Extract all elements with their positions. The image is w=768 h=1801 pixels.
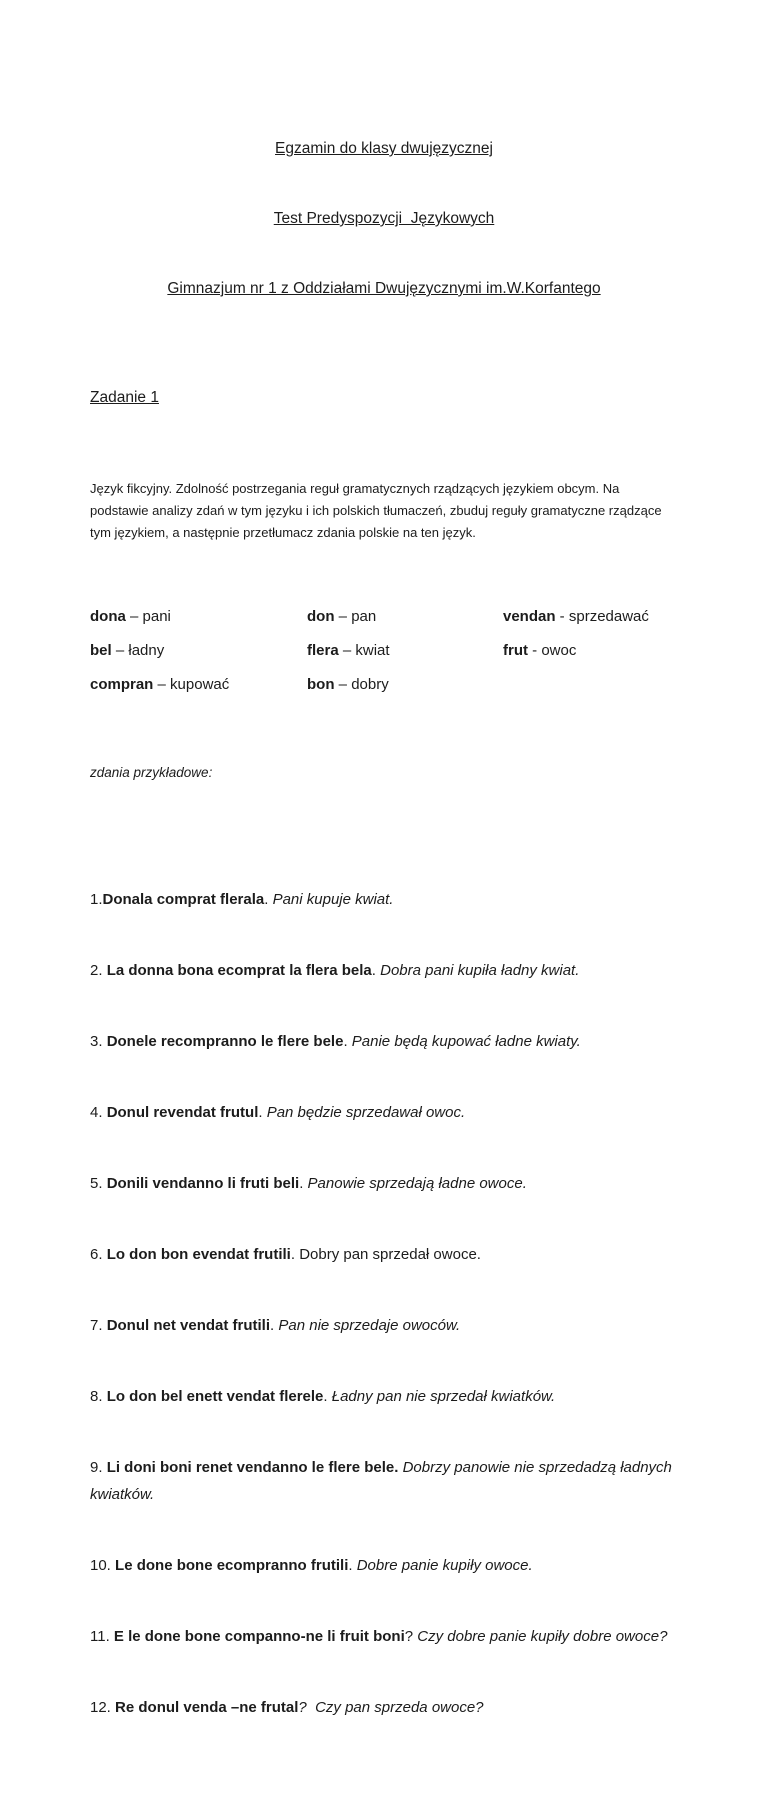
example-translation: Czy pan sprzeda owoce? bbox=[315, 1699, 484, 1716]
example-number: 9. bbox=[90, 1459, 107, 1476]
example-number: 6. bbox=[90, 1246, 107, 1263]
example-sentence-9 bbox=[90, 1454, 678, 1508]
vocab-entry bbox=[307, 608, 503, 626]
example-number: 8. bbox=[90, 1388, 107, 1405]
vocab-term: dona bbox=[90, 608, 126, 625]
example-foreign-text: E le done bone companno-ne li fruit boni bbox=[113, 1628, 405, 1645]
document-title: Egzamin do klasy dwujęzycznej bbox=[275, 140, 493, 157]
example-translation: Ładny pan nie sprzedał kwiatków. bbox=[331, 1388, 556, 1405]
task-heading: Zadanie 1 bbox=[90, 389, 159, 406]
example-foreign-text: Donul net vendat frutili bbox=[106, 1317, 271, 1334]
example-number: 2. bbox=[90, 962, 107, 979]
example-punctuation: . bbox=[343, 1033, 352, 1050]
example-number: 7. bbox=[90, 1317, 107, 1334]
example-translation: Panie będą kupować ładne kwiaty. bbox=[351, 1033, 581, 1050]
example-foreign-text: Li doni boni renet vendanno le flere bele. bbox=[106, 1459, 399, 1476]
example-foreign-text: Re donul venda –ne frutal bbox=[115, 1699, 299, 1716]
vocab-separator: – bbox=[153, 676, 171, 693]
example-sentence-7 bbox=[90, 1312, 678, 1339]
example-sentence-11 bbox=[90, 1623, 678, 1650]
example-sentence-3 bbox=[90, 1028, 678, 1055]
example-number: 3. bbox=[90, 1033, 107, 1050]
example-number: 12. bbox=[90, 1699, 116, 1716]
example-foreign-text: Donul revendat frutul bbox=[106, 1104, 259, 1121]
example-sentence-12 bbox=[90, 1694, 678, 1721]
vocab-entry bbox=[503, 608, 678, 626]
example-number: 10. bbox=[90, 1557, 116, 1574]
vocab-entry bbox=[307, 642, 503, 660]
vocab-definition: dobry bbox=[351, 676, 389, 693]
example-foreign-text: Donili vendanno li fruti beli bbox=[106, 1175, 300, 1192]
example-punctuation: . bbox=[371, 962, 381, 979]
example-number: 4. bbox=[90, 1104, 107, 1121]
example-punctuation: . bbox=[258, 1104, 267, 1121]
example-translation: Dobry pan sprzedał owoce. bbox=[299, 1246, 481, 1263]
example-translation: Dobrzy panowie nie sprzedadzą ładnych kwiatków. bbox=[90, 1459, 677, 1503]
vocab-separator: – bbox=[125, 608, 143, 625]
example-translation: Dobre panie kupiły owoce. bbox=[356, 1557, 533, 1574]
example-foreign-text: Donele recompranno le flere bele bbox=[106, 1033, 344, 1050]
example-sentence-10 bbox=[90, 1552, 678, 1579]
vocab-entry bbox=[90, 608, 307, 626]
vocab-separator: – bbox=[334, 676, 352, 693]
examples-list bbox=[90, 850, 678, 1765]
vocab-separator: - bbox=[555, 608, 569, 625]
vocab-definition: kupować bbox=[170, 676, 230, 693]
vocab-separator: – bbox=[334, 608, 352, 625]
vocab-separator: – bbox=[338, 642, 356, 659]
example-punctuation: ? bbox=[298, 1699, 316, 1716]
vocab-term: flera bbox=[307, 642, 339, 659]
example-punctuation: . bbox=[299, 1175, 308, 1192]
example-foreign-text: Donala comprat flerala bbox=[102, 891, 265, 908]
vocab-entry bbox=[503, 642, 678, 660]
example-sentence-5 bbox=[90, 1170, 678, 1197]
school-name: Gimnazjum nr 1 z Oddziałami Dwujęzycznymi im.W.Korfantego bbox=[167, 280, 601, 297]
example-punctuation: . bbox=[323, 1388, 332, 1405]
example-foreign-text: Lo don bon evendat frutili bbox=[106, 1246, 291, 1263]
example-punctuation: . bbox=[270, 1317, 279, 1334]
example-translation: Pani kupuje kwiat. bbox=[272, 891, 394, 908]
vocab-term: vendan bbox=[503, 608, 556, 625]
example-sentence-2 bbox=[90, 957, 678, 984]
example-punctuation: . bbox=[264, 891, 273, 908]
vocabulary-list bbox=[90, 608, 678, 710]
vocab-entry bbox=[90, 676, 307, 694]
examples-label: zdania przykładowe: bbox=[90, 765, 213, 780]
example-translation: Czy dobre panie kupiły dobre owoce? bbox=[417, 1628, 668, 1645]
vocab-term: bon bbox=[307, 676, 335, 693]
vocab-definition: ładny bbox=[128, 642, 165, 659]
vocab-separator: – bbox=[111, 642, 129, 659]
example-foreign-text: Lo don bel enett vendat flerele bbox=[106, 1388, 324, 1405]
vocab-definition: pan bbox=[351, 608, 377, 625]
example-number: 1. bbox=[90, 891, 103, 908]
example-foreign-text: La donna bona ecomprat la flera bela bbox=[106, 962, 372, 979]
example-number: 11. bbox=[90, 1628, 114, 1645]
example-punctuation: . bbox=[290, 1246, 300, 1263]
example-translation: Pan będzie sprzedawał owoc. bbox=[266, 1104, 466, 1121]
vocab-term: don bbox=[307, 608, 335, 625]
example-sentence-8 bbox=[90, 1383, 678, 1410]
example-punctuation: ? bbox=[404, 1628, 418, 1645]
vocab-term: frut bbox=[503, 642, 528, 659]
vocab-term: bel bbox=[90, 642, 112, 659]
example-punctuation: . bbox=[348, 1557, 357, 1574]
vocab-definition: sprzedawać bbox=[568, 608, 649, 625]
example-sentence-1 bbox=[90, 886, 678, 913]
task-instructions: Język fikcyjny. Zdolność postrzegania reguł gramatycznych rządzących językiem obcym. Na podstawie analizy zdań w tym języku i ich polskich tłumaczeń, zbuduj reguły gramatyczne rządzące tym językiem, a następnie przetłumacz zdania polskie na ten język. bbox=[90, 481, 666, 540]
example-sentence-4 bbox=[90, 1099, 678, 1126]
example-translation: Panowie sprzedają ładne owoce. bbox=[307, 1175, 527, 1192]
vocab-entry bbox=[307, 676, 503, 694]
example-foreign-text: Le done bone ecompranno frutili bbox=[115, 1557, 349, 1574]
document-subtitle: Test Predyspozycji Językowych bbox=[273, 210, 495, 227]
example-sentence-6 bbox=[90, 1241, 678, 1268]
vocab-term: compran bbox=[90, 676, 154, 693]
example-translation: Pan nie sprzedaje owoców. bbox=[278, 1317, 461, 1334]
vocab-separator: - bbox=[528, 642, 542, 659]
vocab-definition: pani bbox=[142, 608, 171, 625]
vocab-definition: kwiat bbox=[355, 642, 390, 659]
example-translation: Dobra pani kupiła ładny kwiat. bbox=[380, 962, 580, 979]
vocab-definition: owoc bbox=[541, 642, 577, 659]
example-number: 5. bbox=[90, 1175, 107, 1192]
vocab-entry bbox=[90, 642, 307, 660]
